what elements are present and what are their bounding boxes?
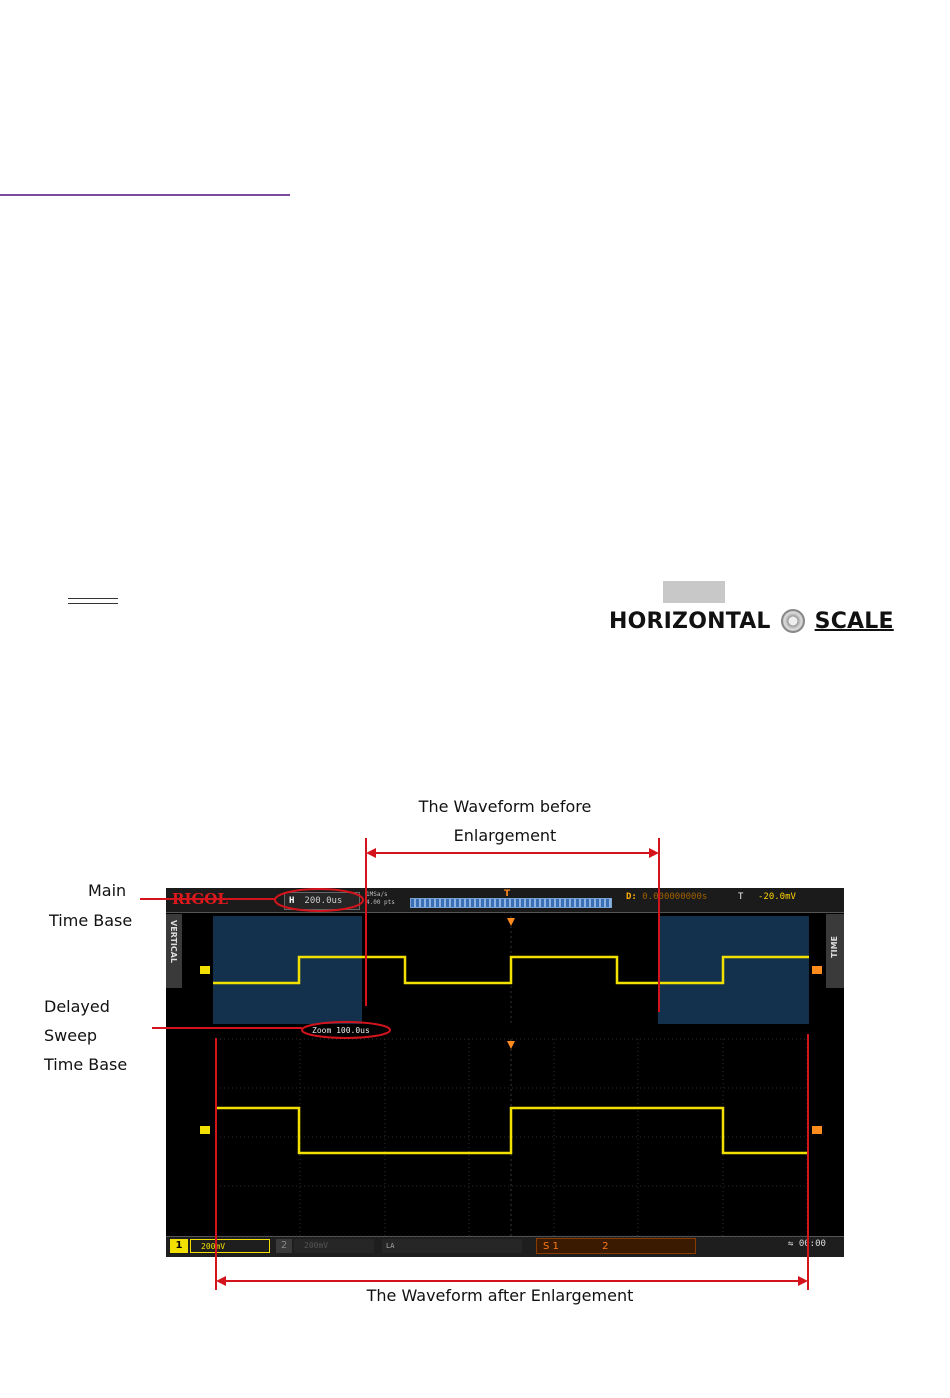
trigger-position-marker: T [504,889,511,899]
trigger-marker-main [812,966,822,974]
before-arrow-right-head [649,848,659,858]
trigger-type: T [738,892,744,902]
label-delayed-line2: Sweep [44,1026,98,1045]
la-label: LA [386,1242,395,1250]
label-delayed-line3: Time Base [44,1055,128,1074]
timebase-h-label: H [289,896,295,906]
label-delayed-line1: Delayed [44,997,110,1016]
ch2-scale: 200mV [294,1239,374,1253]
horizontal-key-label: HORIZONTAL [609,608,771,634]
scale-key-label: SCALE [814,608,894,634]
before-arrow-left-head [366,848,376,858]
main-timebase-ellipse [275,889,363,911]
delay-value: 0.000000000s [642,892,708,902]
annotation-arrowheads [216,848,808,1286]
caption-before-line2: Enlargement [453,826,557,845]
label-main-line1: Main [88,881,127,900]
main-window-shade-left [213,916,362,1024]
caption-before-line1: The Waveform before [418,797,592,816]
rigol-logo: RIGOL [172,890,228,908]
ch1-marker-zoom [200,1126,210,1134]
trigger-marker-zoom [812,1126,822,1134]
memory-depth: 4.00 pts [366,899,395,906]
ch1-scale: 200mV [190,1239,270,1253]
ch1-marker-main [200,966,210,974]
trigger-pointer-zoom [507,1041,515,1049]
ch2-badge[interactable]: 2 [276,1239,292,1253]
timebase-value: 200.0us [304,896,343,906]
source-label: S 1 [543,1241,559,1252]
zoom-waveform [216,1108,807,1153]
after-arrow-left-head [216,1276,226,1286]
zoom-timebase-label: Zoom 100.0us [312,1026,370,1035]
sample-rate: 1MSa/s [366,891,388,898]
annotation-lines [140,838,808,1290]
after-arrow-right-head [798,1276,808,1286]
label-main-line2: Time Base [49,911,133,930]
source2-label: 2 [602,1241,609,1252]
vertical-tab-label: VERTICAL [169,920,178,964]
delay-label: D: [626,892,637,902]
ch1-badge[interactable]: 1 [170,1239,188,1253]
usb-time: ⇋ 00:00 [788,1239,826,1249]
main-window-shade-right [658,916,809,1024]
time-tab-label: TIME [830,936,839,958]
trigger-level: -20.0mV [758,892,796,902]
zoom-timebase-ellipse [302,1022,390,1038]
caption-after: The Waveform after Enlargement [366,1286,634,1305]
time-display: 00:00 [798,1239,826,1249]
